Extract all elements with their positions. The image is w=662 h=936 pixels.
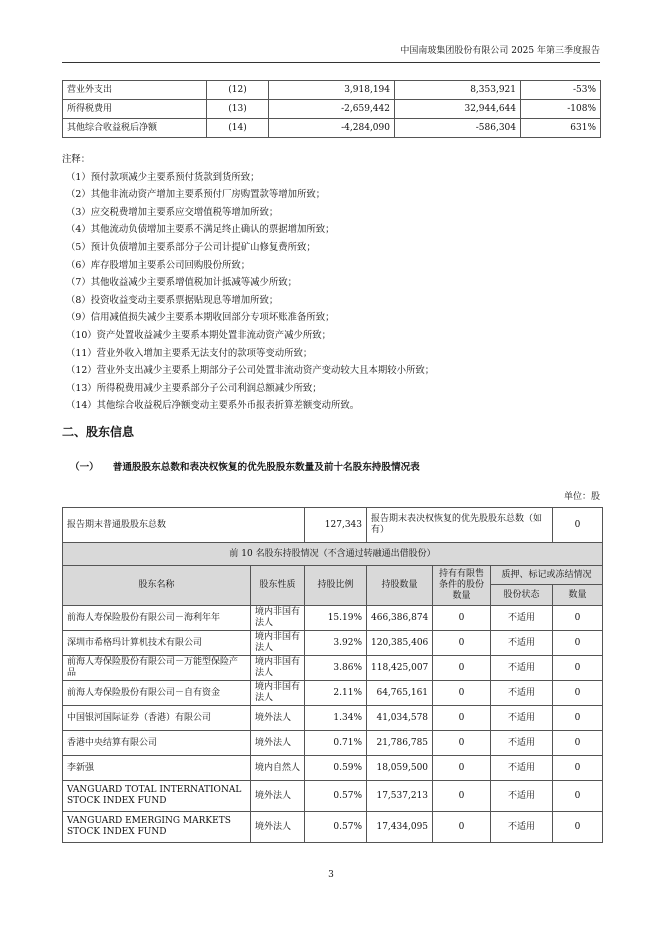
holder-pledge-status: 不适用 (491, 781, 553, 812)
holder-ratio: 0.57% (305, 812, 367, 843)
holder-name: 前海人寿保险股份有限公司－自有资金 (63, 681, 251, 706)
income-changes-table (62, 80, 601, 138)
table-row (63, 100, 601, 119)
note-item: （13）所得税费用减少主要系部分子公司利润总额减少所致； (66, 382, 322, 394)
col-header-restricted: 持有有限售条件的股份数量 (433, 566, 491, 606)
holder-pledge-qty: 0 (553, 606, 603, 631)
holder-restricted: 0 (433, 812, 491, 843)
col-header-pledge: 质押、标记或冻结情况 (491, 566, 603, 585)
row-previous: -586,304 (395, 119, 521, 138)
note-item: （10）资产处置收益减少主要系本期处置非流动资产减少所致； (66, 329, 332, 341)
holder-pledge-status: 不适用 (491, 756, 553, 781)
row-current: -4,284,090 (269, 119, 395, 138)
holder-pledge-qty: 0 (553, 656, 603, 681)
holder-shares: 21,786,785 (367, 731, 433, 756)
section-subtitle (70, 459, 420, 473)
table-row (63, 656, 603, 681)
notes-list (62, 169, 600, 415)
table-row (63, 631, 603, 656)
holder-pledge-status: 不适用 (491, 631, 553, 656)
table-row (63, 119, 601, 138)
holder-name: VANGUARD TOTAL INTERNATIONAL STOCK INDEX FUND (63, 781, 251, 812)
note-item: （3）应交税费增加主要系应交增值税等增加所致； (66, 206, 279, 218)
holder-pledge-qty: 0 (553, 756, 603, 781)
holder-pledge-qty: 0 (553, 706, 603, 731)
holder-pledge-status: 不适用 (491, 706, 553, 731)
holder-restricted: 0 (433, 706, 491, 731)
row-change: -53% (521, 81, 601, 100)
col-header-ratio: 持股比例 (305, 566, 367, 606)
section-title: 二、股东信息 (62, 425, 135, 439)
holder-nature: 境内非国有法人 (251, 656, 305, 681)
holder-nature: 境内非国有法人 (251, 681, 305, 706)
note-item: （1）预付款项减少主要系预付货款到货所致； (66, 171, 260, 183)
holder-shares: 17,434,095 (367, 812, 433, 843)
note-item: （9）信用减值损失减少主要系本期收回部分专项坏账准备所致； (66, 312, 335, 324)
holder-nature: 境外法人 (251, 731, 305, 756)
holder-name: VANGUARD EMERGING MARKETS STOCK INDEX FUND (63, 812, 251, 843)
note-item: （14）其他综合收益税后净额变动主要系外币报表折算差额变动所致。 (66, 400, 360, 412)
holder-pledge-qty: 0 (553, 781, 603, 812)
top10-caption: 前 10 名股东持股情况（不含通过转融通出借股份） (63, 543, 603, 566)
row-note-ref: (12) (207, 81, 269, 100)
note-item: （11）营业外收入增加主要系无法支付的款项等变动所致； (66, 347, 313, 359)
holder-ratio: 3.92% (305, 631, 367, 656)
pref-holders-value: 0 (553, 508, 603, 543)
table-row (63, 81, 601, 100)
holder-nature: 境内非国有法人 (251, 606, 305, 631)
table-row (63, 606, 603, 631)
row-current: -2,659,442 (269, 100, 395, 119)
holder-pledge-status: 不适用 (491, 681, 553, 706)
holder-nature: 境外法人 (251, 781, 305, 812)
holder-shares: 41,034,578 (367, 706, 433, 731)
holder-shares: 466,386,874 (367, 606, 433, 631)
holder-nature: 境内非国有法人 (251, 631, 305, 656)
table-row (63, 812, 603, 843)
holder-ratio: 0.57% (305, 781, 367, 812)
holder-ratio: 3.86% (305, 656, 367, 681)
holder-name: 李新强 (63, 756, 251, 781)
holder-nature: 境内自然人 (251, 756, 305, 781)
col-header-shares: 持股数量 (367, 566, 433, 606)
col-header-status: 股份状态 (491, 585, 553, 606)
note-item: （5）预计负债增加主要系部分子公司计提矿山修复费所致； (66, 241, 316, 253)
holder-name: 深圳市希格玛计算机技术有限公司 (63, 631, 251, 656)
holder-restricted: 0 (433, 606, 491, 631)
row-item: 营业外支出 (63, 81, 207, 100)
holder-restricted: 0 (433, 656, 491, 681)
holder-name: 前海人寿保险股份有限公司－万能型保险产品 (63, 656, 251, 681)
holder-pledge-status: 不适用 (491, 606, 553, 631)
row-item: 其他综合收益税后净额 (63, 119, 207, 138)
holder-pledge-qty: 0 (553, 631, 603, 656)
holder-ratio: 0.71% (305, 731, 367, 756)
col-header-nature: 股东性质 (251, 566, 305, 606)
holder-shares: 64,765,161 (367, 681, 433, 706)
table-row (63, 756, 603, 781)
note-item: （8）投资收益变动主要系票据贴现息等增加所致； (66, 294, 279, 306)
row-change: 631% (521, 119, 601, 138)
holder-restricted: 0 (433, 631, 491, 656)
holder-ratio: 15.19% (305, 606, 367, 631)
pref-holders-label: 报告期末表决权恢复的优先股股东总数（如有） (367, 508, 553, 543)
holder-restricted: 0 (433, 756, 491, 781)
row-current: 3,918,194 (269, 81, 395, 100)
shareholder-table (62, 507, 603, 843)
subtitle-number: （一） (70, 462, 99, 473)
note-item: （7）其他收益减少主要系增值税加计抵减等减少所致； (66, 277, 297, 289)
note-item: （12）营业外支出减少主要系上期部分子公司处置非流动资产变动较大且本期较小所致； (66, 365, 435, 377)
holder-nature: 境外法人 (251, 706, 305, 731)
table-row (63, 781, 603, 812)
report-header: 中国南玻集团股份有限公司 2025 年第三季度报告 (400, 46, 600, 56)
holder-pledge-qty: 0 (553, 731, 603, 756)
holder-shares: 120,385,406 (367, 631, 433, 656)
table-row (63, 706, 603, 731)
note-item: （4）其他流动负债增加主要系不满足终止确认的票据增加所致； (66, 224, 335, 236)
common-holders-value: 127,343 (305, 508, 367, 543)
page-number: 3 (328, 870, 334, 880)
holder-shares: 118,425,007 (367, 656, 433, 681)
subtitle-text: 普通股股东总数和表决权恢复的优先股股东数量及前十名股东持股情况表 (112, 462, 420, 473)
holder-ratio: 2.11% (305, 681, 367, 706)
row-note-ref: (13) (207, 100, 269, 119)
note-item: （6）库存股增加主要系公司回购股份所致； (66, 259, 251, 271)
holder-pledge-status: 不适用 (491, 731, 553, 756)
holder-shares: 17,537,213 (367, 781, 433, 812)
row-note-ref: (14) (207, 119, 269, 138)
holder-restricted: 0 (433, 681, 491, 706)
table-row (63, 731, 603, 756)
holder-pledge-status: 不适用 (491, 812, 553, 843)
holder-pledge-qty: 0 (553, 812, 603, 843)
holder-ratio: 0.59% (305, 756, 367, 781)
table-row (63, 681, 603, 706)
holder-pledge-status: 不适用 (491, 656, 553, 681)
row-previous: 32,944,644 (395, 100, 521, 119)
col-header-qty: 数量 (553, 585, 603, 606)
holder-name: 前海人寿保险股份有限公司－海利年年 (63, 606, 251, 631)
holder-name: 香港中央结算有限公司 (63, 731, 251, 756)
holder-restricted: 0 (433, 781, 491, 812)
common-holders-label: 报告期末普通股股东总数 (63, 508, 305, 543)
holder-pledge-qty: 0 (553, 681, 603, 706)
holder-name: 中国银河国际证券（香港）有限公司 (63, 706, 251, 731)
holder-restricted: 0 (433, 731, 491, 756)
notes-title: 注释： (62, 154, 91, 165)
col-header-name: 股东名称 (63, 566, 251, 606)
note-item: （2）其他非流动资产增加主要系预付厂房购置款等增加所致； (66, 189, 326, 201)
holder-ratio: 1.34% (305, 706, 367, 731)
header-divider (62, 62, 600, 63)
holder-nature: 境外法人 (251, 812, 305, 843)
notes-block (62, 151, 600, 415)
row-change: -108% (521, 100, 601, 119)
holder-shares: 18,059,500 (367, 756, 433, 781)
row-item: 所得税费用 (63, 100, 207, 119)
row-previous: 8,353,921 (395, 81, 521, 100)
unit-label: 单位：股 (563, 492, 600, 502)
